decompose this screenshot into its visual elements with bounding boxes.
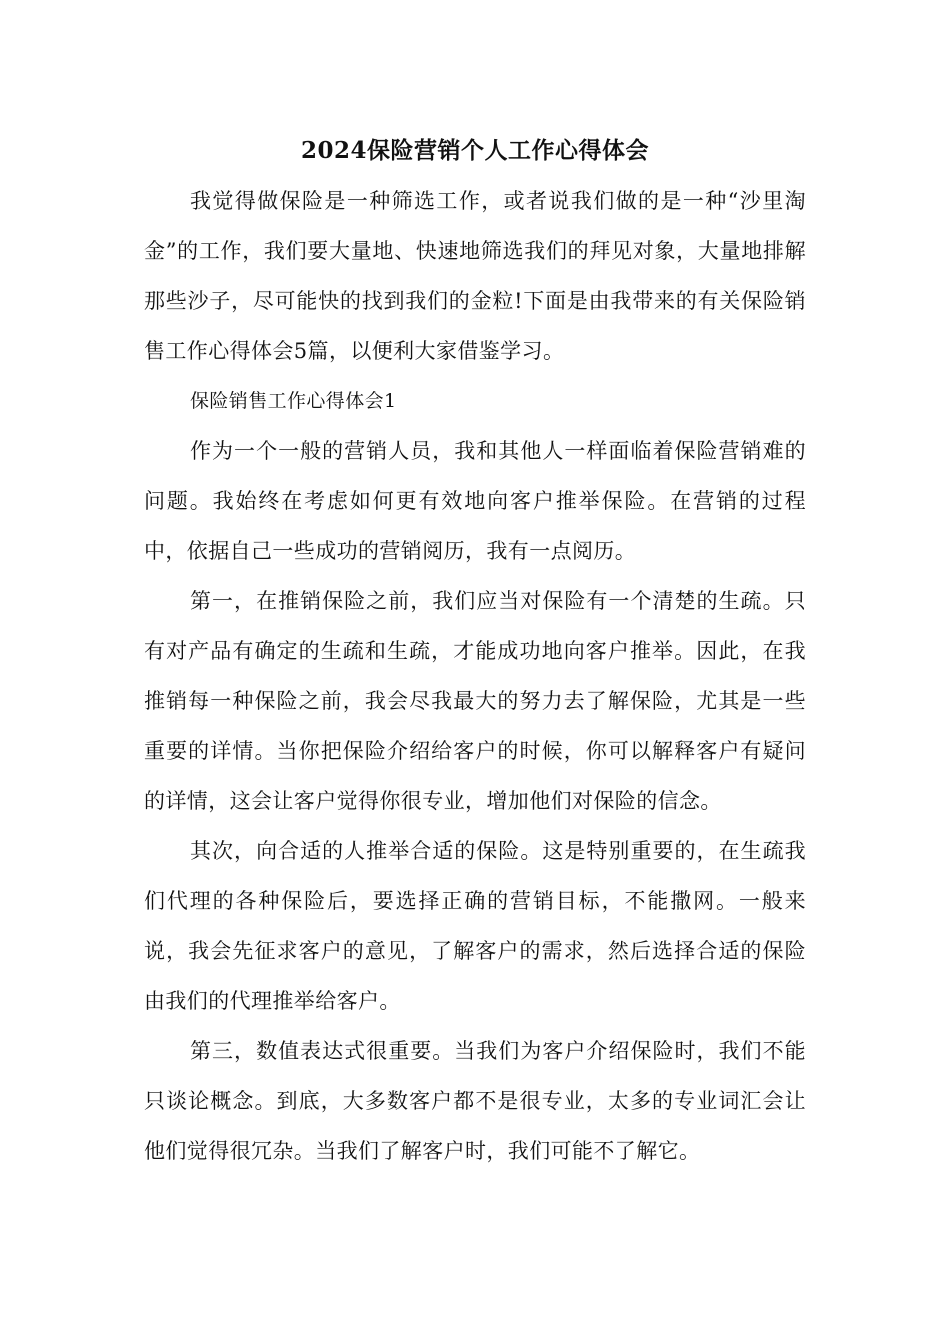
body-paragraph: 其次，向合适的人推举合适的保险。这是特别重要的，在生疏我们代理的各种保险后，要选择正确的营销目标，不能撒网。一般来说，我会先征求客户的意见，了解客户的需求，然后选择合适的保险由我们的代理推举给客户。 xyxy=(144,839,806,1013)
document-page xyxy=(144,126,806,1176)
body-paragraph: 作为一个一般的营销人员，我和其他人一样面临着保险营销难的问题。我始终在考虑如何更有效地向客户推举保险。在营销的过程中，依据自己一些成功的营销阅历，我有一点阅历。 xyxy=(144,439,806,563)
body-paragraph: 第一，在推销保险之前，我们应当对保险有一个清楚的生疏。只有对产品有确定的生疏和生疏，才能成功地向客户推举。因此，在我推销每一种保险之前，我会尽我最大的努力去了解保险，尤其是一些重要的详情。当你把保险介绍给客户的时候，你可以解释客户有疑问的详情，这会让客户觉得你很专业，增加他们对保险的信念。 xyxy=(144,589,806,813)
section-heading: 保险销售工作心得体会1 xyxy=(190,390,397,412)
document-title: 2024保险营销个人工作心得体会 xyxy=(300,137,649,164)
body-paragraph: 第三，数值表达式很重要。当我们为客户介绍保险时，我们不能只谈论概念。到底，大多数客户都不是很专业，太多的专业词汇会让他们觉得很冗杂。当我们了解客户时，我们可能不了解它。 xyxy=(144,1039,806,1163)
intro-paragraph: 我觉得做保险是一种筛选工作，或者说我们做的是一种“沙里淘金”的工作，我们要大量地、快速地筛选我们的拜见对象，大量地排解那些沙子，尽可能快的找到我们的金粒!下面是由我带来的有关保险销售工作心得体会5篇，以便利大家借鉴学习。 xyxy=(144,189,806,363)
